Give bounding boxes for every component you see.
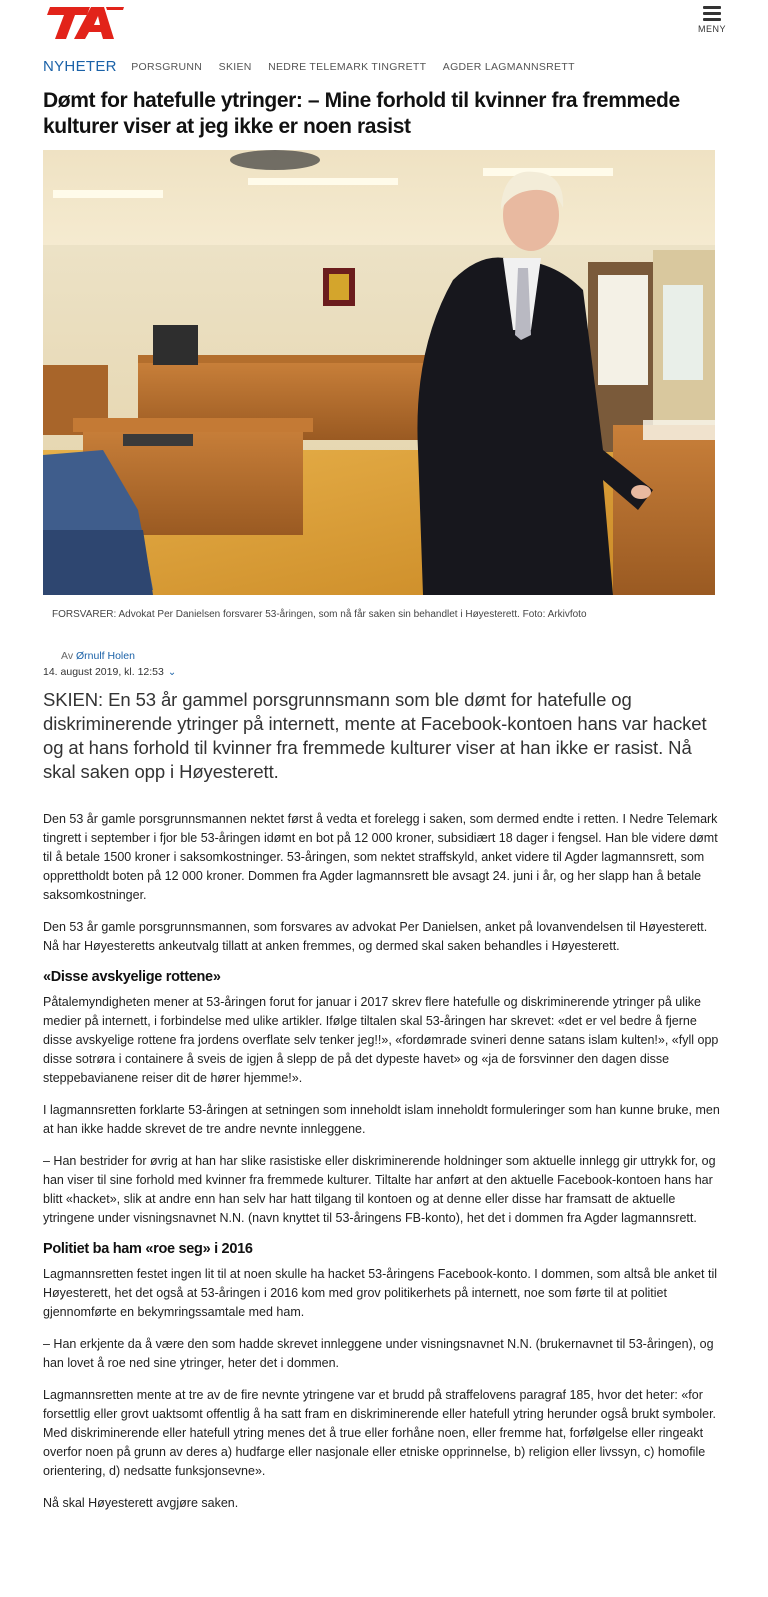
body-paragraph: – Han erkjente da å være den som hadde skrevet innleggene under visningsnavnet N.N. (brukernavnet til 53-åringen), og han lovet å roe ned sine ytringer, heter det i dommen. xyxy=(43,1337,714,1370)
body-paragraph: Den 53 år gamle porsgrunnsmannen nektet først å vedta et forelegg i saken, som dermed endte i retten. I Nedre Telemark tingrett i september i fjor ble 53-åringen idømt en bot på 12 000 kroner, subsidiært 18 dager i fengsel. Han ble videre dømt til å betale 1500 kroner i saksomkostninger. 53-åringen, som nektet straffskyld, anket videre til Agder lagmannsrett, som opprettholdt boten på 12 000 kroner. Dommen fra Agder lagmannsrett ble avsagt 24. juni i år, og her slapp han å betale saksomkostninger. xyxy=(43,812,718,902)
nav-item-skien[interactable]: SKIEN xyxy=(218,60,252,73)
nav-item-nedre-telemark-tingrett[interactable]: NEDRE TELEMARK TINGRETT xyxy=(268,60,427,73)
hamburger-icon xyxy=(703,6,721,21)
byline-prefix: Av xyxy=(61,650,74,662)
body-paragraph: Lagmannsretten mente at tre av de fire nevnte ytringene var et brudd på straffelovens paragraf 185, hvor det heter: «for forsettlig eller grovt uaktsomt offentlig å ha satt fram en diskriminerende eller hatefull ytring herunder også brukt symboler. Med diskriminerende eller hatefull ytring menes det å true eller forhåne noen, eller fremme hat, forfølgelse eller ringeakt overfor noen på grunn av deres a) hudfarge eller nasjonale eller etniske opprinnelse, b) religion eller livssyn, c) homofile orientering, d) nedsatte funksjonsevne». xyxy=(43,1388,717,1478)
subheading: Politiet ba ham «roe seg» i 2016 xyxy=(43,1241,253,1257)
section-nav xyxy=(43,58,587,78)
body-paragraph: Den 53 år gamle porsgrunnsmannen, som forsvares av advokat Per Danielsen, anket på lovanvendelsen til Høyesterett. Nå har Høyesteretts ankeutvalg tillatt at anken fremmes, og dermed skal saken behandles i Høyesterett. xyxy=(43,920,708,953)
author-link[interactable]: Ørnulf Holen xyxy=(76,650,135,662)
byline xyxy=(61,650,135,662)
nav-item-agder-lagmannsrett[interactable]: AGDER LAGMANNSRETT xyxy=(442,60,575,73)
photo-caption: FORSVARER: Advokat Per Danielsen forsvarer 53-åringen, som nå får saken sin behandlet i Høyesterett. Foto: Arkivfoto xyxy=(52,609,587,620)
menu-button[interactable] xyxy=(692,6,732,40)
body-paragraph: Lagmannsretten festet ingen lit til at noen skulle ha hacket 53-åringens Facebook-konto. I dommen, som altså ble anket til Høyesterett, het det også at 53-åringen i 2016 kom med grov politikerhets på internett, noe som førte til at politiet gjennomførte en bekymringssamtale med ham. xyxy=(43,1267,717,1319)
body-paragraph: Nå skal Høyesterett avgjøre saken. xyxy=(43,1496,239,1510)
publish-date-toggle[interactable] xyxy=(43,666,176,678)
body-paragraph: – Han bestrider for øvrig at han har slike rasistiske eller diskriminerende holdninger som aktuelle innlegg gir uttrykk for, og han viser til sine forhold med kvinner fra fremmede kulturer. Tiltalte har anført at den aktuelle Facebook-kontoen hans har blitt «hacket», slik at andre enn han selv har hatt tilgang til kontoen og at denne eller disse har framsatt de aktuelle ytringene under visningsnavnet N.N. (navn knyttet til 53-åringens FB-konto), het det i dommen fra Agder lagmannsrett. xyxy=(43,1154,716,1225)
article-photo xyxy=(43,150,715,595)
subheading: «Disse avskyelige rottene» xyxy=(43,969,221,985)
chevron-down-icon: ⌄ xyxy=(167,667,177,678)
courtroom-photo-illustration xyxy=(43,150,715,595)
article-headline: Dømt for hatefulle ytringer: – Mine forhold til kvinner fra fremmede kulturer viser at jeg ikke er noen rasist xyxy=(43,89,680,138)
article-body xyxy=(43,810,723,1526)
nav-item-porsgrunn[interactable]: PORSGRUNN xyxy=(131,60,203,73)
site-header xyxy=(0,0,768,48)
ta-logo[interactable] xyxy=(44,5,126,41)
nav-item-nyheter[interactable]: NYHETER xyxy=(43,58,117,76)
publish-date: 14. august 2019, kl. 12:53 xyxy=(43,666,164,678)
article-lead: SKIEN: En 53 år gammel porsgrunnsmann som ble dømt for hatefulle og diskriminerende ytringer på internett, mente at Facebook-kontoen hans var hacket og at hans forhold til kvinner fra fremmede kulturer viser at han ikke er rasist. Nå skal saken opp i Høyesterett. xyxy=(43,689,707,782)
body-paragraph: I lagmannsretten forklarte 53-åringen at setningen som inneholdt islam inneholdt formuleringer som han kunne bruke, men at han ikke hadde skrevet de tre andre nevnte innleggene. xyxy=(43,1103,720,1136)
body-paragraph: Påtalemyndigheten mener at 53-åringen forut for januar i 2017 skrev flere hatefulle og diskriminerende ytringer på ulike medier på internett, i forbindelse med ulike artikler. Ifølge tiltalen skal 53-åringen har skrevet: «det er vel bedre å fjerne disse avskyelige rottene fra jordens overflate selv tenker jeg!!», «fordømrade svineri denne satans islam kulten!», «fyll opp disse sotrøra i containere å sveis de igjen å slepp de på det dypeste havet» og «ja de forsvinner den dagen disse steppebavianene reiser dit de hører hjemme!». xyxy=(43,995,719,1085)
menu-label: MENY xyxy=(697,24,726,34)
